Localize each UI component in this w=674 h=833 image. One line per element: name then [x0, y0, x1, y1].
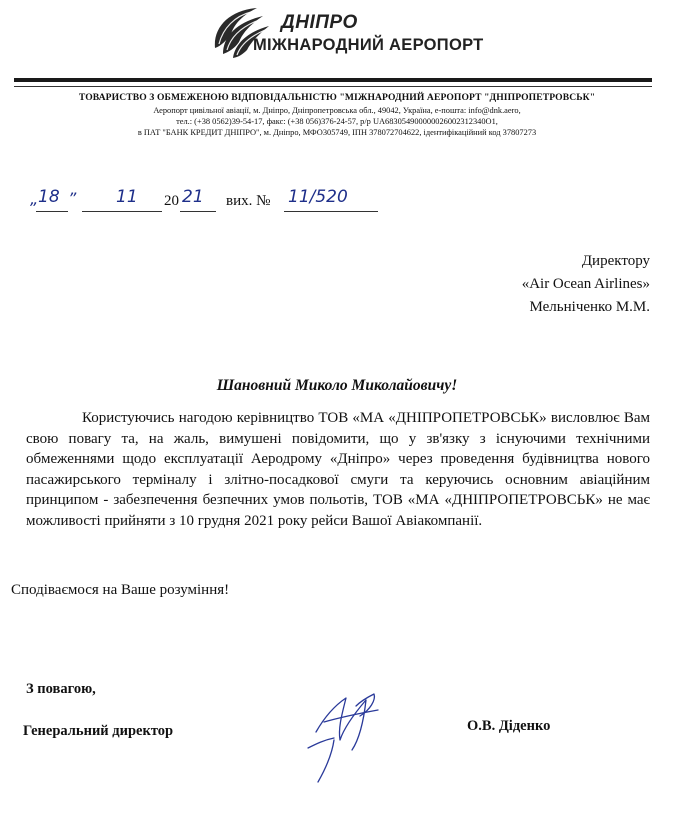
- date-year-prefix: 20: [164, 193, 179, 209]
- addressee-block: [522, 250, 650, 319]
- org-name: ТОВАРИСТВО З ОБМЕЖЕНОЮ ВІДПОВІДАЛЬНІСТЮ "МІЖНАРОДНИЙ АЕРОПОРТ "ДНІПРОПЕТРОВСЬК": [78, 92, 596, 103]
- year-underline: [180, 211, 216, 212]
- org-bank: в ПАТ "БАНК КРЕДИТ ДНІПРО", м. Дніпро, МФО305749, ІПН 378072704622, ідентифікаційний код 37807273: [137, 128, 537, 137]
- closing-hope: Сподіваємося на Ваше розуміння!: [11, 582, 230, 598]
- airport-logo: [205, 4, 505, 66]
- letter-body: Користуючись нагодою керівництво ТОВ «МА «ДНІПРОПЕТРОВСЬК» висловлює Вам свою повагу та, на жаль, вимушені повідомити, що у зв'язку з існуючими технічними обмеженнями щодо експлуатації Аеродрому «Дніпро» через проведення будівництва нового пасажирського терміналу і злітно-посадкової смуги та керуючись основним авіаційним принципом - забезпечення безпечних умов польотів, ТОВ «МА «ДНІПРОПЕТРОВСЬК» не має можливості прийняти з 10 грудня 2021 року рейси Вашої Авіакомпанії.: [26, 410, 650, 529]
- number-underline: [284, 211, 378, 212]
- org-phones: тел.: (+38 0562)39-54-17, факс: (+38 056)376-24-57, р/р UA683054900000026002312340О1,: [176, 117, 498, 126]
- addressee-company: «Air Ocean Airlines»: [521, 276, 650, 292]
- logo-subtitle: МІЖНАРОДНИЙ АЕРОПОРТ: [253, 36, 484, 54]
- regards: З повагою,: [26, 681, 96, 697]
- logo-name: ДНІПРО: [281, 12, 358, 33]
- outgoing-number: 11/520: [288, 187, 348, 207]
- org-address: Аеропорт цивільної авіації, м. Дніпро, Дніпропетровська обл., 49042, Україна, e-пошта: info@dnk.aero,: [153, 106, 521, 115]
- addressee-position: Директору: [581, 253, 650, 269]
- date-month: 11: [116, 187, 138, 207]
- header-rule-thin: [14, 86, 652, 87]
- handwritten-signature: [294, 688, 404, 788]
- open-quote: „: [30, 189, 39, 208]
- outgoing-label: вих. №: [226, 193, 271, 209]
- date-year-suffix: 21: [182, 187, 204, 207]
- registration-line: [30, 187, 390, 217]
- day-underline: [36, 211, 68, 212]
- letterhead: [30, 92, 644, 138]
- signer-name: О.В. Діденко: [467, 718, 551, 734]
- close-quote: ”: [68, 189, 77, 208]
- salutation: Шановний Миколо Миколайовичу!: [216, 377, 458, 394]
- date-day: 18: [38, 187, 60, 207]
- month-underline: [82, 211, 162, 212]
- addressee-name: Мельніченко М.М.: [529, 299, 650, 315]
- header-rule-thick: [14, 78, 652, 82]
- signer-position: Генеральний директор: [23, 723, 174, 739]
